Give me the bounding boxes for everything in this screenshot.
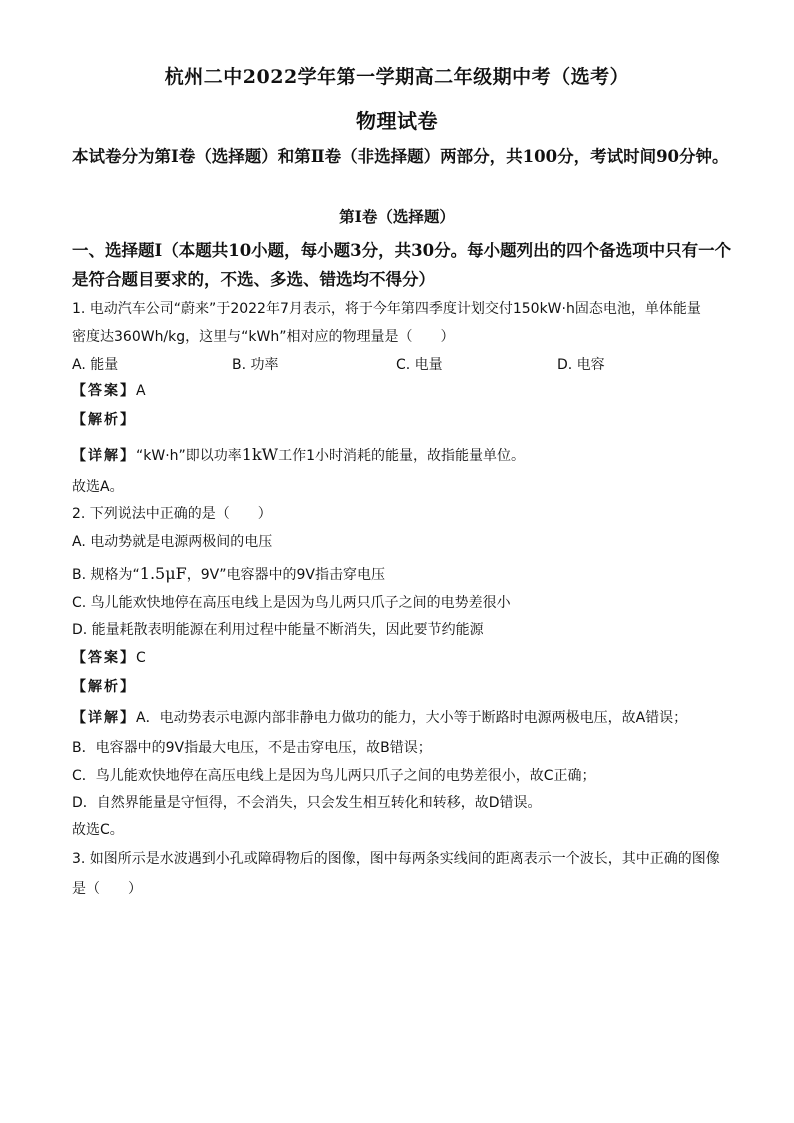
- q2-answer: [72, 648, 732, 668]
- detail-formula: 1kW: [241, 445, 279, 464]
- q1-detail: [72, 445, 732, 466]
- q3-stem-line1: 3. 如图所示是水波遇到小孔或障碍物后的图像，图中每两条实线间的距离表示一个波长，其中正确的图像: [72, 851, 720, 867]
- q2-conclusion: 故选C。: [72, 822, 124, 838]
- detail-tag: 【详解】: [72, 448, 136, 464]
- answer-tag: 【答案】: [72, 650, 136, 666]
- q1-option-a: A. 能量: [72, 357, 119, 373]
- q2-option-d: D. 能量耗散表明能源在利用过程中能量不断消失，因此要节约能源: [72, 622, 484, 638]
- q2-detail-b: B．电容器中的9V指最大电压，不是击穿电压，故B错误；: [72, 740, 432, 756]
- q2-stem: 2. 下列说法中正确的是（ ）: [72, 506, 272, 522]
- q1-option-b: B. 功率: [232, 357, 279, 373]
- q1-option-c: C. 电量: [396, 357, 443, 373]
- option-b-post: ，9V”电容器中的9V指击穿电压: [186, 567, 385, 583]
- q1-answer: [72, 381, 732, 401]
- q1-conclusion: 故选A。: [72, 479, 124, 495]
- section-instruction: 一、选择题Ⅰ（本题共10小题，每小题3分，共30分。每小题列出的四个备选项中只有一个是符合题目要求的，不选、多选、错选均不得分）: [72, 241, 732, 289]
- q2-detail-d: D．自然界能量是守恒得，不会消失，只会发生相互转化和转移，故D错误。: [72, 795, 542, 811]
- q3-stem-line2: 是（ ）: [72, 881, 142, 897]
- answer-value: C: [136, 650, 146, 666]
- q2-detail-a: [72, 708, 732, 728]
- q1-analysis: [72, 410, 732, 430]
- detail-a-text: A．电动势表示电源内部非静电力做功的能力，大小等于断路时电源两极电压，故A错误；: [136, 710, 688, 726]
- analysis-tag: 【解析】: [72, 412, 136, 428]
- q2-analysis: [72, 677, 732, 697]
- q1-stem-line1: 1. 电动汽车公司“蔚来”于2022年7月表示，将于今年第四季度计划交付150kW·h固态电池，单体能量: [72, 301, 701, 317]
- q2-option-c: C. 鸟儿能欢快地停在高压电线上是因为鸟儿两只爪子之间的电势差很小: [72, 595, 511, 611]
- option-b-formula: 1.5μF: [139, 564, 187, 583]
- detail-tag: 【详解】: [72, 710, 136, 726]
- detail-text-pre: “kW·h”即以功率: [136, 448, 242, 464]
- exam-subtitle: 物理试卷: [356, 109, 438, 133]
- exam-intro: 本试卷分为第Ⅰ卷（选择题）和第Ⅱ卷（非选择题）两部分，共100分，考试时间90分钟。: [72, 147, 729, 166]
- q2-detail-c: C．鸟儿能欢快地停在高压电线上是因为鸟儿两只爪子之间的电势差很小，故C正确；: [72, 768, 596, 784]
- q1-stem-line2: 密度达360Wh/kg，这里与“kWh”相对应的物理量是（ ）: [72, 329, 455, 345]
- answer-tag: 【答案】: [72, 383, 136, 399]
- answer-value: A: [136, 383, 146, 399]
- q1-option-d: D. 电容: [557, 357, 605, 373]
- option-b-pre: B. 规格为“: [72, 567, 140, 583]
- q2-option-a: A. 电动势就是电源两极间的电压: [72, 534, 273, 550]
- q2-option-b: [72, 564, 732, 585]
- section-title: 第Ⅰ卷（选择题）: [339, 207, 455, 226]
- detail-text-post: 工作1小时消耗的能量，故指能量单位。: [278, 448, 526, 464]
- exam-title: 杭州二中2022学年第一学期高二年级期中考（选考）: [164, 66, 630, 88]
- analysis-tag: 【解析】: [72, 679, 136, 695]
